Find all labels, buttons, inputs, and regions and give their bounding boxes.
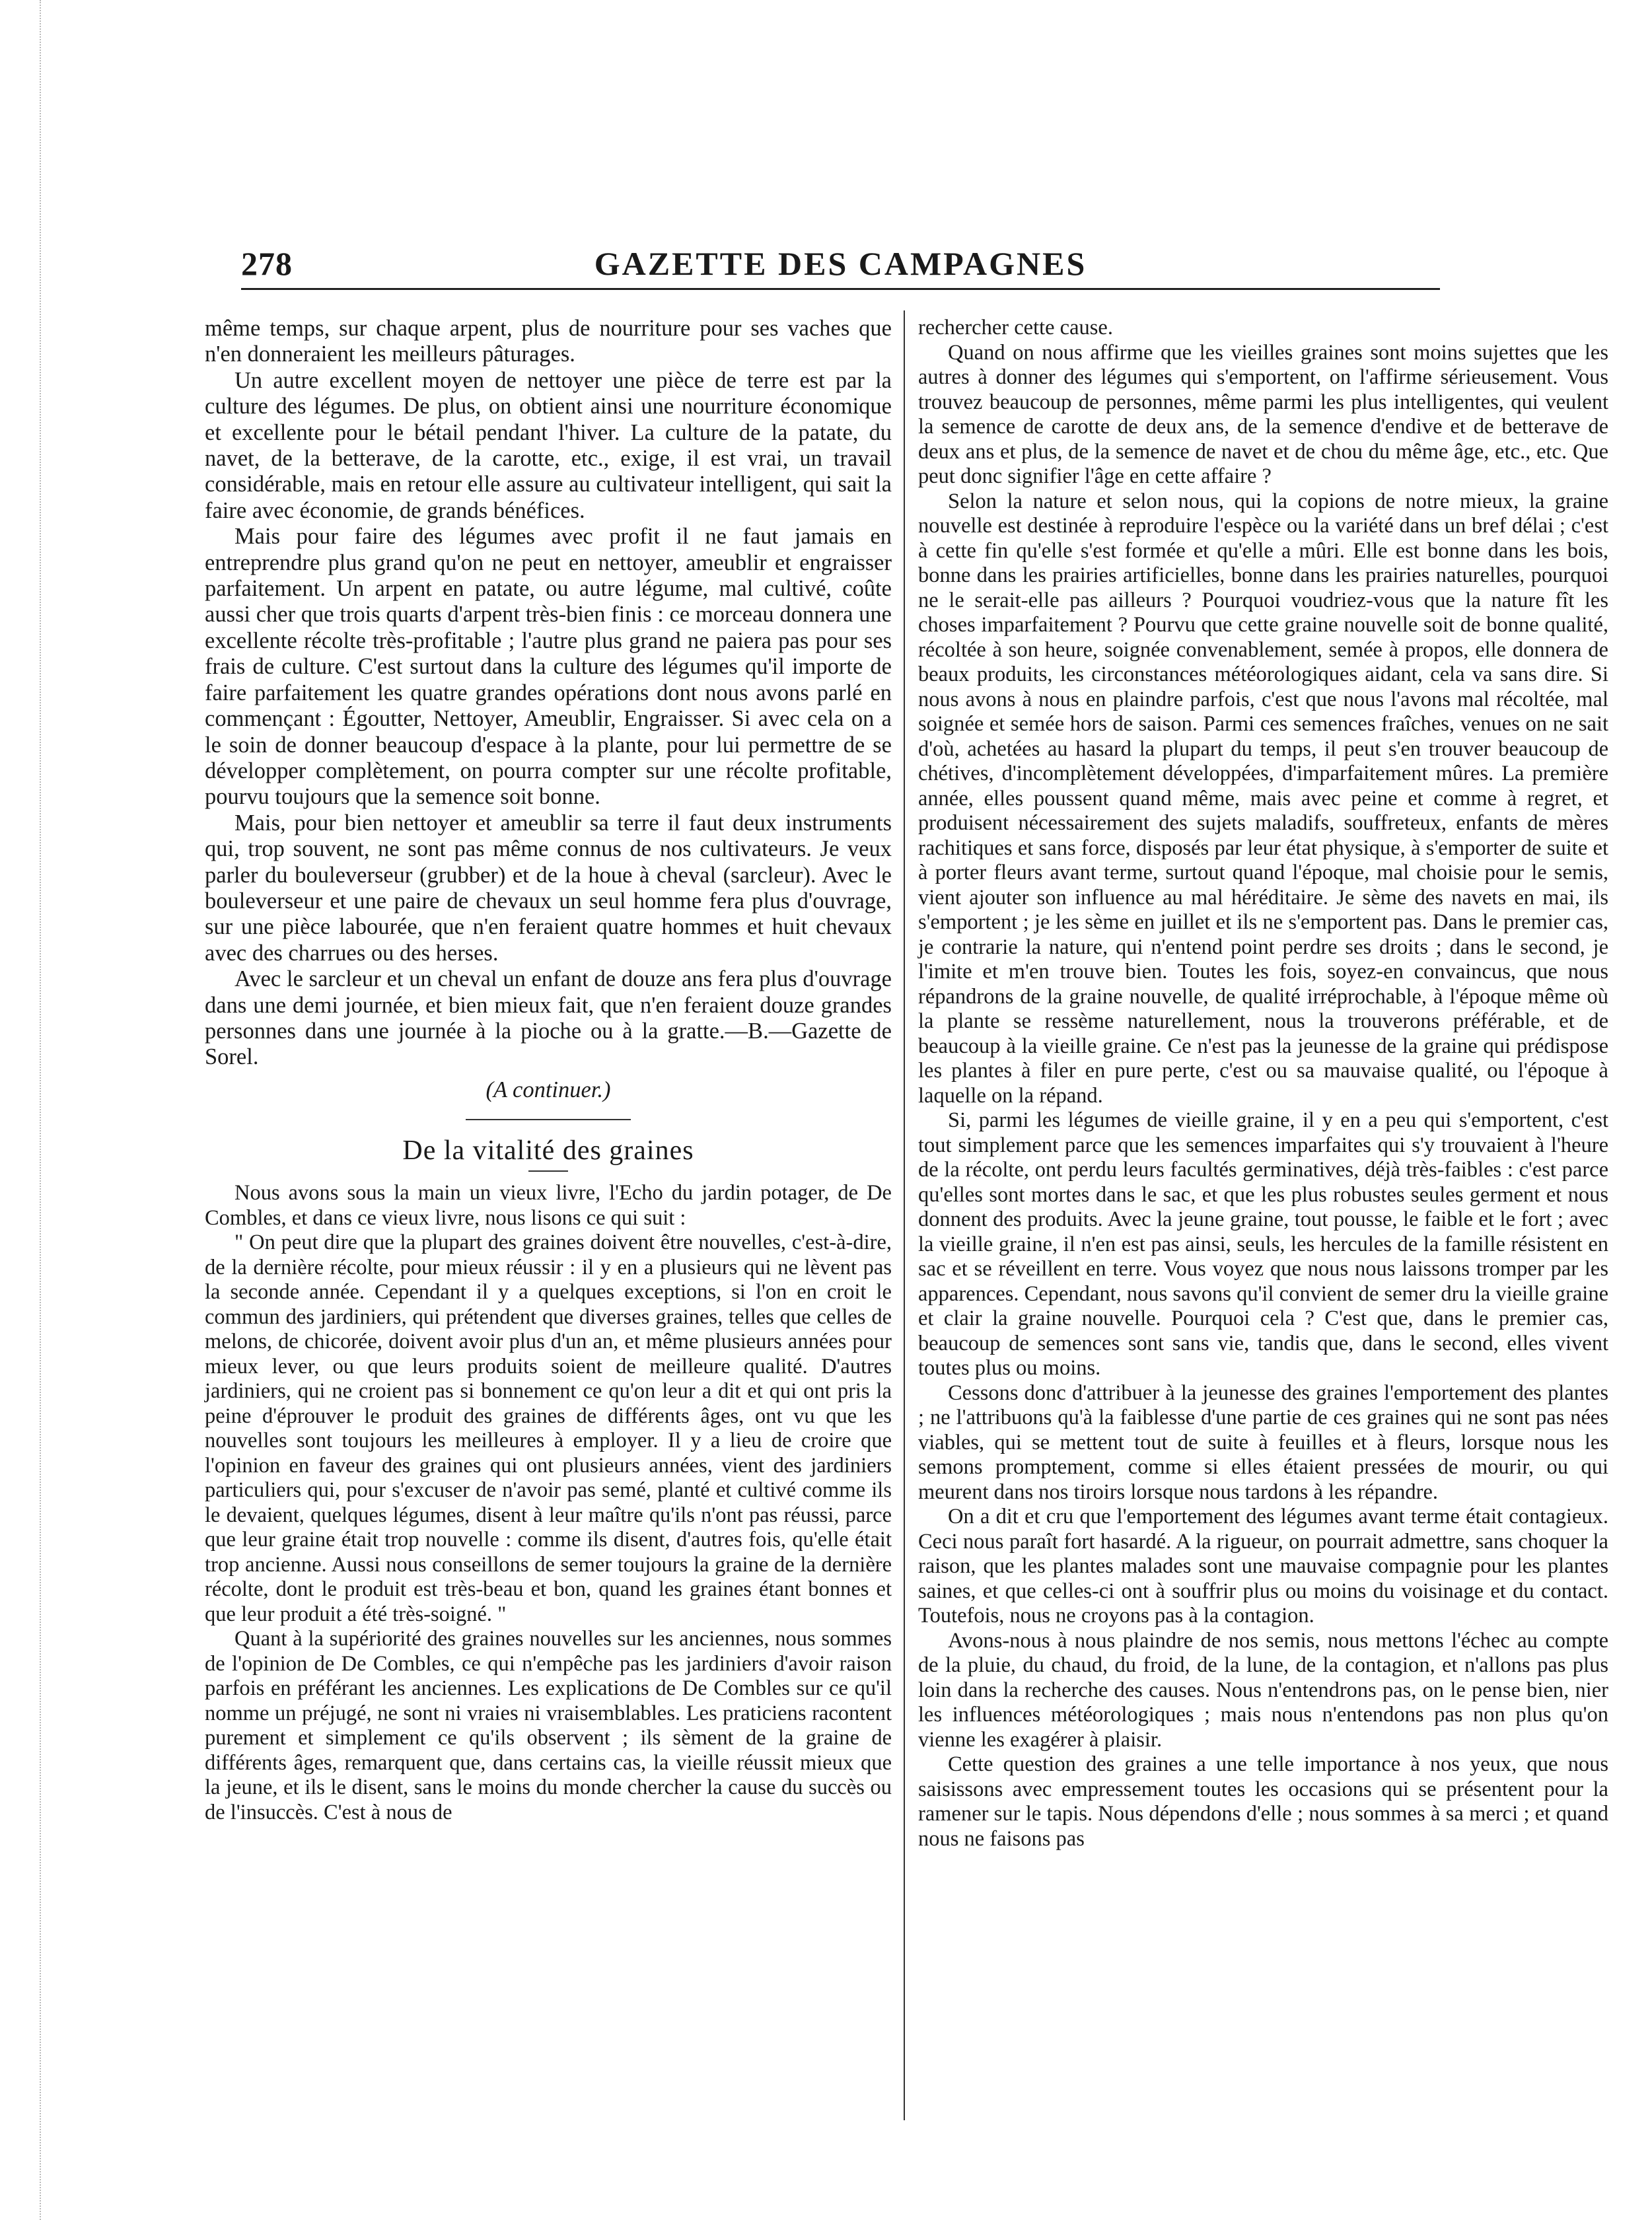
paragraph: On a dit et cru que l'emportement des légumes avant terme était contagieux. Ceci nous paraît fort hasardé. A la rigueur, on pourrait admettre, sans choquer la raison, que les plantes malades sont une mauvaise compagnie pour les plantes saines, et que celles-ci ont à souffrir plus ou moins du voisinage et du contact. Toutefois, nous ne croyons pas à la contagion. xyxy=(918,1505,1608,1628)
paragraph: Mais pour faire des légumes avec profit il ne faut jamais en entreprendre plus grand qu'on ne peut en nettoyer, ameublir et engraisser parfaitement. Un arpent en patate, ou autre légume, mal cultivé, coûte aussi cher que trois quarts d'arpent très-bien finis : ce morceau donnera une excellente récolte très-profitable ; l'autre plus grand ne paiera pas pour ses frais de culture. C'est surtout dans la culture des légumes qu'il importe de faire parfaitement les quatre grandes opérations dont nous avons parlé en commençant : Égoutter, Nettoyer, Ameublir, Engraisser. Si avec cela on a le soin de donner beaucoup d'espace à la plante, pour lui permettre de se développer complètement, on pourra compter sur une récolte profitable, pourvu toujours que la semence soit bonne. xyxy=(205,524,892,810)
page-number: 278 xyxy=(241,245,293,282)
header-rule xyxy=(241,288,1440,290)
paragraph: Avons-nous à nous plaindre de nos semis, nous mettons l'échec au compte de la pluie, du chaud, du froid, de la lune, de la contagion, et n'allons pas plus loin dans la recherche des causes. Nous n'entendrons pas, on le pense bien, nier les influences météorologiques ; mais nous n'entendons pas non plus qu'on vienne les exagérer à plaisir. xyxy=(918,1628,1608,1752)
to-be-continued: (A continuer.) xyxy=(485,1077,611,1102)
paragraph: Si, parmi les légumes de vieille graine, il y en a peu qui s'emportent, c'est tout simplement parce que les semences imparfaites qui s'y trouvaient à l'heure de la récolte, ont perdu leurs facultés germinatives, déjà très-faibles : c'est parce qu'elles sont mortes dans le sac, et que les plus robustes seules germent et nous donnent des produits. Avec la jeune graine, tout pousse, le faible et le fort ; avec la vieille graine, il n'en est pas ainsi, seuls, les hercules de la famille résistent en sac et se réveillent en terre. Vous voyez que nous nous laissons tromper par les apparences. Cependant, nous savons qu'il convient de semer dru la vieille graine et clair la graine nouvelle. Pourquoi cela ? C'est que, dans le premier cas, beaucoup de semences sont sans vie, tandis que, dans le second, elles vivent toutes plus ou moins. xyxy=(918,1108,1608,1380)
section-separator xyxy=(466,1119,631,1120)
column-divider xyxy=(904,310,905,2120)
paragraph: rechercher cette cause. xyxy=(918,316,1113,340)
paragraph: même temps, sur chaque arpent, plus de nourriture pour ses vaches que n'en donneraient les meilleurs pâturages. xyxy=(205,316,892,367)
paragraph: Selon la nature et selon nous, qui la copions de notre mieux, la graine nouvelle est destinée à reproduire l'espèce ou la variété dans un bref délai ; c'est à cette fin qu'elle s'est formée et qu'elle a mûri. Elle est bonne dans les bois, bonne dans les prairies artificielles, bonne dans les prairies naturelles, pourquoi ne le serait-elle pas ailleurs ? Pourquoi voudriez-vous que la nature fît les choses imparfaitement ? Pourvu que cette graine nouvelle soit de bonne qualité, récoltée à son heure, soignée convenablement, semée à propos, elle donnera de beaux produits, les circonstances météorologiques aidant, cela va sans dire. Si nous avons à nous en plaindre parfois, c'est que nous l'avons mal récoltée, mal soignée et semée hors de saison. Parmi ces semences fraîches, venues on ne sait d'où, achetées au hasard la plupart du temps, il peut s'en trouver beaucoup de chétives, d'incomplètement développées, d'imparfaitement mûres. La première année, elles poussent quand même, mais avec peine et comme à regret, et produisent nécessairement des sujets maladifs, souffreteux, enfants de mères rachitiques et sans force, disposés par leur état physique, à s'emporter de suite et à porter fleurs avant terme, surtout quand l'époque, mal choisie pour le semis, vient ajouter son influence au mal héréditaire. Je sème des navets en mai, ils s'emportent ; je les sème en juillet et ils ne s'emportent pas. Dans le premier cas, je contrarie la nature, qui n'entend point perdre ses droits ; dans le second, je l'imite et m'en trouve bien. Toutes les fois, soyez-en convaincus, que nous répandrons de la graine nouvelle, de qualité irréprochable, à l'époque même où la plante se ressème naturellement, nous la trouverons préférable, et de beaucoup à la vieille graine. Ce n'est pas la jeunesse de la graine qui prédispose les plantes à filer en pure perte, c'est ou sa mauvaise qualité, ou l'époque à laquelle on la répand. xyxy=(918,489,1608,1108)
paragraph: Quant à la supériorité des graines nouvelles sur les anciennes, nous sommes de l'opinion de De Combles, ce qui n'empêche pas les jardiniers d'avoir raison parfois en préférant les anciennes. Les explications de De Combles sur ce qu'il nomme un préjugé, ne sont ni vraies ni vraisemblables. Les praticiens racontent purement et simplement ce qu'ils observent ; ils sèment de la graine de différents âges, remarquent que, dans certains cas, la vieille réussit mieux que la jeune, et ils le disent, sans le moins du monde chercher la cause du succès ou de l'insuccès. C'est à nous de xyxy=(205,1627,892,1824)
section-title: De la vitalité des graines xyxy=(402,1135,694,1166)
running-title: GAZETTE DES CAMPAGNES xyxy=(594,245,1087,282)
paragraph: Cessons donc d'attribuer à la jeunesse des graines l'emportement des plantes ; ne l'attribuons qu'à la faiblesse d'une partie de ces graines qui ne sont pas nées viables, qui se mettent tout de suite à feuilles et à fleurs, lorsque nous les semons promptement, comme si elles étaient pressées de mourir, ou qui meurent dans nos tiroirs lorsque nous tardons à les répandre. xyxy=(918,1380,1608,1504)
paragraph: Avec le sarcleur et un cheval un enfant de douze ans fera plus d'ouvrage dans une demi journée, et bien mieux fait, que n'en feraient douze grandes personnes dans une journée à la pioche ou à la gratte.—B.—Gazette de Sorel. xyxy=(205,966,892,1070)
paragraph: Un autre excellent moyen de nettoyer une pièce de terre est par la culture des légumes. De plus, on obtient ainsi une nourriture économique et excellente pour le bétail pendant l'hiver. La culture de la patate, du navet, de la betterave, de la carotte, etc., exige, il est vrai, un travail considérable, mais en retour elle assure au cultivateur intelligent, qui sait la faire avec économie, de grands bénéfices. xyxy=(205,367,892,523)
paragraph: Cette question des graines a une telle importance à nos yeux, que nous saisissons avec empressement toutes les occasions qui se présentent pour la ramener sur le tapis. Nous dépendons d'elle ; nous sommes à sa merci ; et quand nous ne faisons pas xyxy=(918,1752,1608,1851)
left-column xyxy=(205,316,892,1825)
scan-edge-noise xyxy=(0,0,41,2220)
title-dash xyxy=(528,1170,568,1172)
quotation: " On peut dire que la plupart des graines doivent être nouvelles, c'est-à-dire, de la dernière récolte, pour mieux réussir : il y en a plusieurs qui ne lèvent pas la seconde année. Cependant il y a quelques exceptions, si l'on en croit le commun des jardiniers, qui prétendent que diverses graines, telles que celles de melons, de chicorée, doivent avoir plus d'un an, et même plusieurs années pour mieux lever, ou que leurs produits soient de meilleure qualité. D'autres jardiniers, qui ne croient pas si bonnement ce qu'on leur a dit et qui ont pris la peine d'éprouver le produit des graines de différents âges, ont vu que les nouvelles sont toujours les meilleures à employer. Il y a lieu de croire que l'opinion en faveur des graines qui ont plusieurs années, vient des jardiniers particuliers qui, pour s'excuser de n'avoir pas semé, planté et cultivé comme ils le devaient, quelques légumes, disent à leur maître qu'ils n'ont pas réussi, parce que leur graine était trop nouvelle : comme ils disent, d'autres fois, qu'elle était trop ancienne. Aussi nous conseillons de semer toujours la graine de la dernière récolte, dont le produit est très-beau et bon, quand les graines étant bonnes et que leur produit a été très-soigné. " xyxy=(205,1231,892,1626)
page-header xyxy=(241,244,1440,291)
paragraph: Mais, pour bien nettoyer et ameublir sa terre il faut deux instruments qui, trop souvent, ne sont pas même connus de nos cultivateurs. Je veux parler du bouleverseur (grubber) et de la houe à cheval (sarcleur). Avec le bouleverseur et une paire de chevaux un seul homme fera plus d'ouvrage, sur une pièce labourée, que n'en feraient quatre hommes et huit chevaux avec des charrues ou des herses. xyxy=(205,810,892,966)
paragraph: Quand on nous affirme que les vieilles graines sont moins sujettes que les autres à donner des légumes qui s'emportent, on l'affirme sérieusement. Vous trouvez beaucoup de personnes, même parmi les plus intelligentes, qui veulent la semence de carotte de deux ans, de la semence d'endive et de betterave de deux ans et plus, de la semence de navet et de chou du même âge, etc., etc. Que peut donc signifier l'âge en cette affaire ? xyxy=(918,340,1608,488)
paragraph: Nous avons sous la main un vieux livre, l'Echo du jardin potager, de De Combles, et dans ce vieux livre, nous lisons ce qui suit : xyxy=(205,1181,892,1230)
right-column xyxy=(918,316,1608,1851)
